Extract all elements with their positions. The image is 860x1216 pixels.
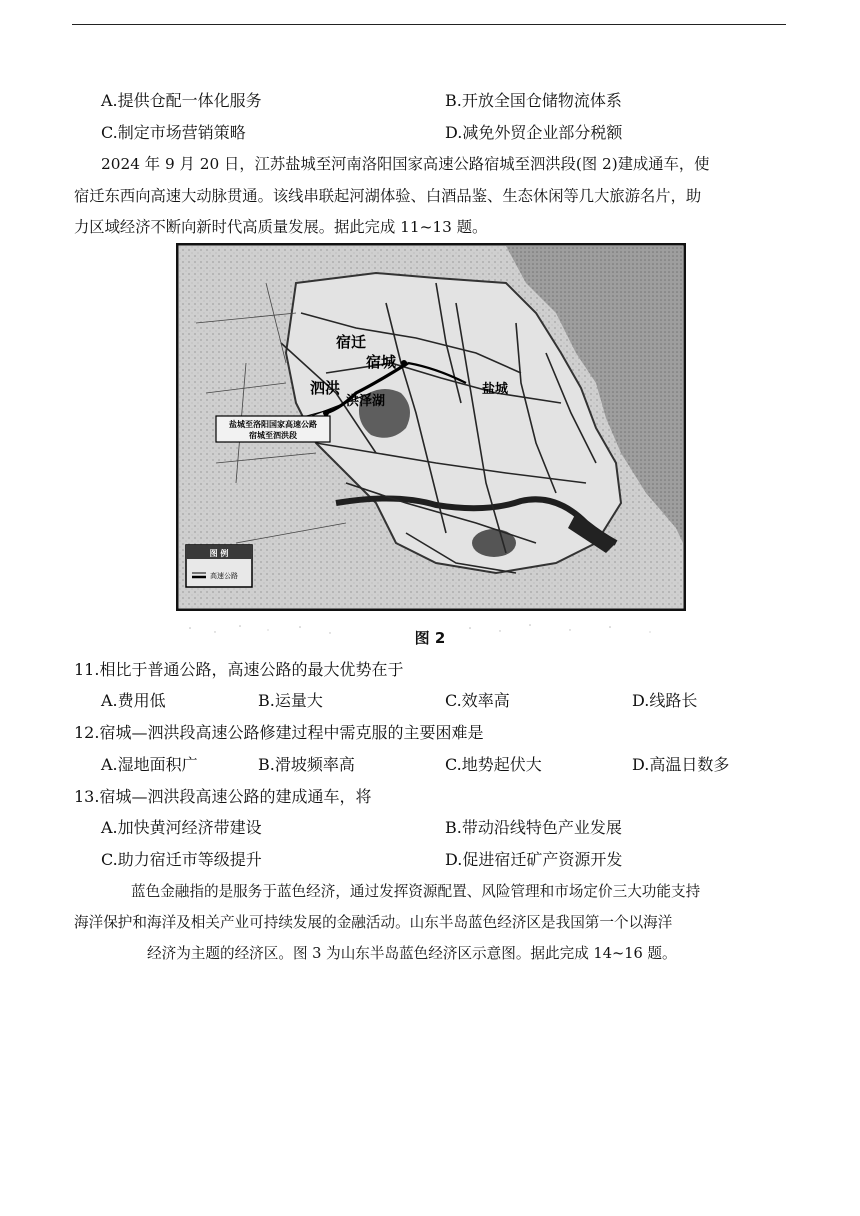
callout-line2: 宿城至泗洪段: [249, 431, 297, 440]
q10-option-d: D.减免外贸企业部分税额: [445, 123, 623, 142]
intro-11-13-line1: 2024 年 9 月 20 日，江苏盐城至河南洛阳国家高速公路宿城至泗洪段(图 2)建成通车，使: [101, 155, 710, 173]
q12-stem: 12.宿城—泗洪段高速公路修建过程中需克服的主要困难是: [74, 723, 484, 742]
intro-14-16-line1: 蓝色金融指的是服务于蓝色经济，通过发挥资源配置、风险管理和市场定价三大功能支持: [131, 883, 701, 900]
intro-14-16-line2: 海洋保护和海洋及相关产业可持续发展的金融活动。山东半岛蓝色经济区是我国第一个以海洋: [74, 914, 673, 931]
map-label-hongzehu: 洪泽湖: [346, 394, 386, 409]
q13-option-d: D.促进宿迁矿产资源开发: [445, 850, 623, 869]
figure2-caption: 图 2: [414, 629, 446, 647]
intro-14-16-line3: 经济为主题的经济区。图 3 为山东半岛蓝色经济区示意图。据此完成 14~16 题。: [147, 945, 677, 962]
intro-11-13-line2: 宿迁东西向高速大动脉贯通。该线串联起河湖体验、白酒品鉴、生态休闲等几大旅游名片，助: [74, 187, 702, 205]
q12-option-d: D.高温日数多: [632, 755, 730, 774]
q13-stem: 13.宿城—泗洪段高速公路的建成通车，将: [74, 787, 372, 806]
figure2-map: [176, 243, 686, 611]
q13-option-b: B.带动沿线特色产业发展: [445, 818, 622, 837]
q10-option-b: B.开放全国仓储物流体系: [445, 91, 622, 110]
q11-option-d: D.线路长: [632, 691, 698, 710]
callout-line1: 盐城至洛阳国家高速公路: [229, 420, 317, 429]
q10-option-c: C.制定市场营销策略: [101, 123, 246, 142]
map-label-yancheng: 盐城: [482, 382, 509, 397]
legend-title: 图 例: [209, 549, 229, 558]
legend-item-label: 高速公路: [210, 572, 238, 580]
q12-option-c: C.地势起伏大: [445, 755, 542, 774]
q13-option-c: C.助力宿迁市等级提升: [101, 850, 262, 869]
q11-option-c: C.效率高: [445, 691, 510, 710]
map-label-suqian: 宿迁: [336, 333, 367, 351]
q12-option-a: A.湿地面积广: [101, 755, 198, 774]
map-label-sucheng: 宿城: [366, 353, 397, 371]
q11-option-b: B.运量大: [258, 691, 323, 710]
q12-option-b: B.滑坡频率高: [258, 755, 355, 774]
q11-stem: 11.相比于普通公路，高速公路的最大优势在于: [74, 660, 404, 679]
intro-11-13-line3: 力区域经济不断向新时代高质量发展。据此完成 11~13 题。: [74, 218, 488, 236]
q11-option-a: A.费用低: [101, 691, 166, 710]
q13-option-a: A.加快黄河经济带建设: [101, 818, 262, 837]
header-rule: [72, 24, 786, 25]
q10-option-a: A.提供仓配一体化服务: [101, 91, 262, 110]
map-label-sihong: 泗洪: [310, 379, 341, 397]
